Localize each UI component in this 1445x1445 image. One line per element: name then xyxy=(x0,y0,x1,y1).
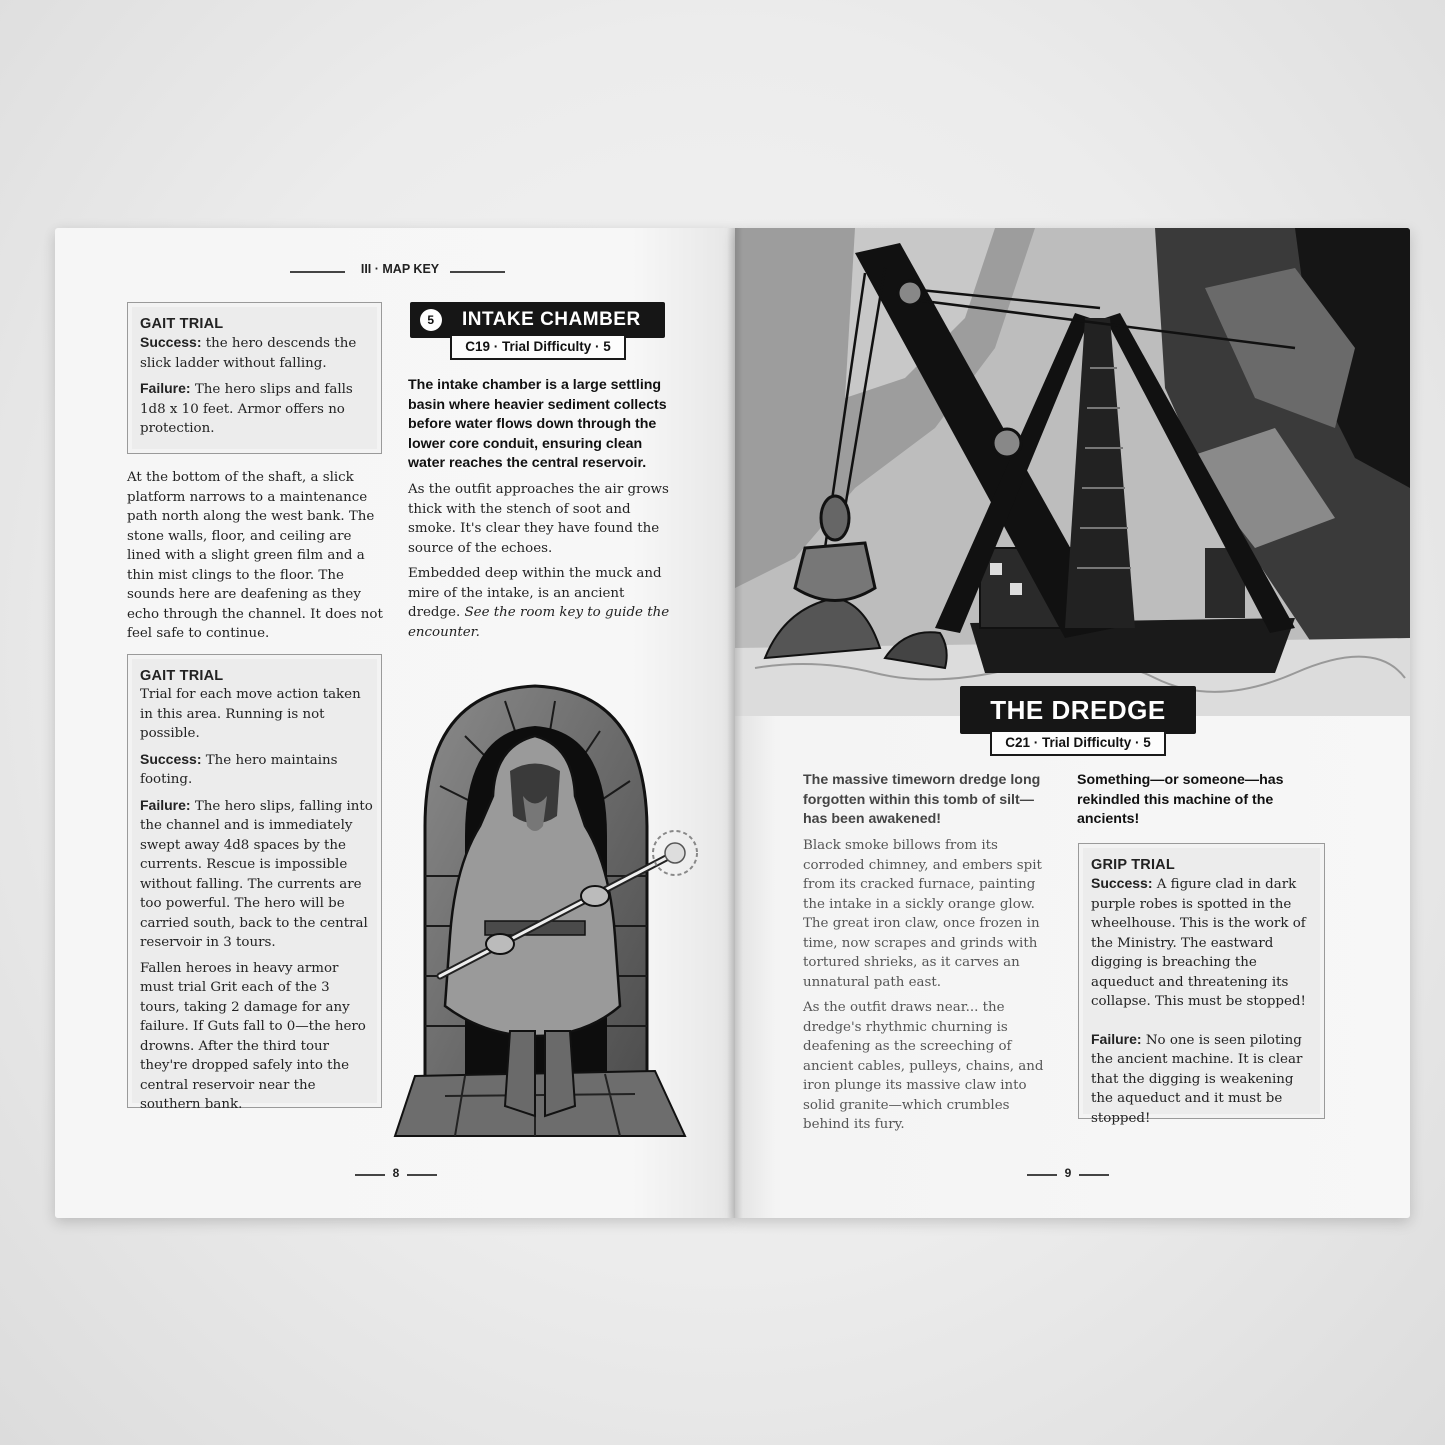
gait-trial-success-1: Success: the hero descends the slick ladder without falling. xyxy=(140,334,357,371)
room-number-badge: 5 xyxy=(420,309,442,331)
folio-rule-right-9 xyxy=(1079,1174,1109,1176)
grip-trial-success: Success: A figure clad in dark purple robes is spotted in the wheelhouse. This is the work of the Ministry. The eastward digging is breaching the aqueduct and threatening its collapse. This must be stopped! xyxy=(1091,875,1306,1009)
gait-trial-success-2: Success: The hero maintains footing. xyxy=(140,750,338,787)
header-rule-right xyxy=(450,271,505,273)
header-rule-left xyxy=(290,271,345,273)
gait-trial-box-2 xyxy=(127,654,382,1112)
hooded-wizard-illustration xyxy=(385,676,710,1140)
dredge-lead-right: Something—or someone—has rekindled this machine of the ancients! xyxy=(1077,772,1284,827)
page-number-9: 9 xyxy=(1064,1166,1072,1180)
gait-trial-intro-2: Trial for each move action taken in this area. Running is not possible. xyxy=(140,687,361,741)
gait-trial-box-1 xyxy=(127,302,382,454)
gait-trial-failure-1: Failure: The hero slips and falls 1d8 x 10 feet. Armor offers no protection. xyxy=(140,380,353,436)
folio-rule-left-8 xyxy=(355,1174,385,1176)
left-page xyxy=(55,228,735,1218)
intake-chamber-lead: The intake chamber is a large settling basin where heavier sediment collects before water flows down through the lower core conduit, ensuring clean water reaches the central reservoir. xyxy=(408,377,667,471)
gait-trial-title-2: GAIT TRIAL xyxy=(140,668,224,684)
folio-rule-right-8 xyxy=(407,1174,437,1176)
gait-trial-failure-2: Failure: The hero slips, falling into the channel and is immediately swept away 4d8 spaces by the currents. Rescue is impossible without falling. The currents are too powerful. The hero will be carried south, back to the central reservoir in 3 tours. xyxy=(140,796,373,950)
folio-rule-left-9 xyxy=(1027,1174,1057,1176)
dredge-lead-left: The massive timeworn dredge long forgotten within this tomb of silt—has been awakened! xyxy=(803,772,1041,827)
dredge-illustration xyxy=(735,228,1410,716)
gait-trial-title-1: GAIT TRIAL xyxy=(140,316,224,332)
intake-chamber-banner xyxy=(410,302,665,338)
dredge-description: Black smoke billows from its corroded chimney, and embers spit from its cracked furnace, painting the intake in a sickly orange glow. The great iron claw, once frozen in time, now scrapes and grinds with tortured shrieks, as it carves an unnatural path east. As the outfit draws near... the dredge's rhythmic churning is deafening as the screeching of ancient cables, pulleys, chains, and iron plunge its massive claw into solid granite—which crumbles behind its fury. xyxy=(803,838,1044,1132)
the-dredge-banner: THE DREDGE xyxy=(960,686,1196,734)
grip-trial-box xyxy=(1078,843,1325,1126)
grip-trial-failure: Failure: No one is seen piloting the ancient machine. It is clear that the digging is weakening the aqueduct and it must be stopped! xyxy=(1091,1030,1303,1126)
the-dredge-subtitle: C21 · Trial Difficulty · 5 xyxy=(990,732,1166,756)
open-booklet xyxy=(55,228,1410,1218)
grip-trial-title: GRIP TRIAL xyxy=(1091,857,1175,873)
intake-chamber-subtitle: C19 · Trial Difficulty · 5 xyxy=(450,336,626,360)
page-number-8: 8 xyxy=(392,1166,400,1180)
intake-chamber-title: INTAKE CHAMBER xyxy=(462,309,641,330)
gait-trial-extra-2: Fallen heroes in heavy armor must trial Grit each of the 3 tours, taking 2 damage for any failure. If Guts fall to 0—the hero drowns. After the third tour they're dropped safely into the central reservoir near the southern bank. xyxy=(140,960,366,1112)
shaft-description: At the bottom of the shaft, a slick platform narrows to a maintenance path north along the west bank. The stone walls, floor, and ceiling are lined with a slight green film and a thin mist clings to the floor. The sounds here are deafening as they echo through the channel. It does not feel safe to continue. xyxy=(127,470,383,641)
running-head: III · MAP KEY xyxy=(360,262,440,276)
right-page xyxy=(735,228,1410,1218)
spine-shadow xyxy=(727,228,743,1218)
intake-chamber-text: As the outfit approaches the air grows thick with the stench of soot and smoke. It's clear they have found the source of the echoes. Embedded deep within the muck and mire of the intake, is an ancient dredge. See the room key to guide the encounter. xyxy=(408,482,670,640)
